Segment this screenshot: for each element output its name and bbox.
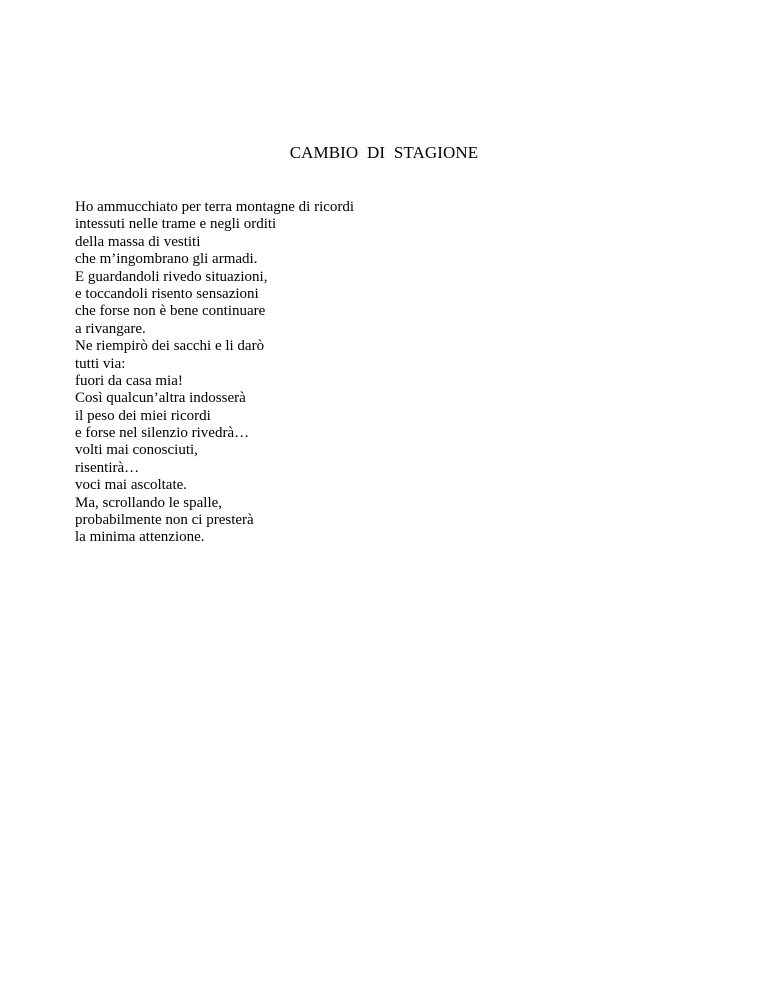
poem-line: Ho ammucchiato per terra montagne di ricordi bbox=[75, 199, 355, 215]
poem-line: Ne riempirò dei sacchi e li darò bbox=[75, 338, 265, 355]
poem-line: e forse nel silenzio rivedrà… bbox=[75, 425, 250, 442]
poem-title: CAMBIO DI STAGIONE bbox=[289, 143, 479, 162]
poem-line: fuori da casa mia! bbox=[75, 372, 183, 389]
poem-line: Così qualcun’altra indosserà bbox=[75, 390, 246, 407]
poem-line: probabilmente non ci presterà bbox=[75, 512, 254, 529]
poem-line: e toccandoli risento sensazioni bbox=[75, 285, 259, 302]
poem-line: risentirà… bbox=[75, 459, 140, 476]
poem-line: Ma, scrollando le spalle, bbox=[75, 494, 223, 511]
poem-line: che m’ingombrano gli armadi. bbox=[75, 251, 258, 268]
poem-body bbox=[75, 199, 354, 547]
poem-line: la minima attenzione. bbox=[75, 529, 205, 546]
poem-line: voci mai ascoltate. bbox=[75, 477, 188, 494]
poem-line: tutti via: bbox=[75, 355, 126, 372]
poem-line: il peso dei miei ricordi bbox=[75, 407, 211, 424]
poem-line: E guardandoli rivedo situazioni, bbox=[75, 268, 268, 285]
poem-line: della massa di vestiti bbox=[75, 233, 201, 250]
poem-line: intessuti nelle trame e negli orditi bbox=[75, 216, 277, 233]
poem-line: che forse non è bene continuare bbox=[75, 303, 266, 320]
poem-line: volti mai conosciuti, bbox=[75, 442, 198, 459]
poem-line: a rivangare. bbox=[75, 320, 146, 337]
